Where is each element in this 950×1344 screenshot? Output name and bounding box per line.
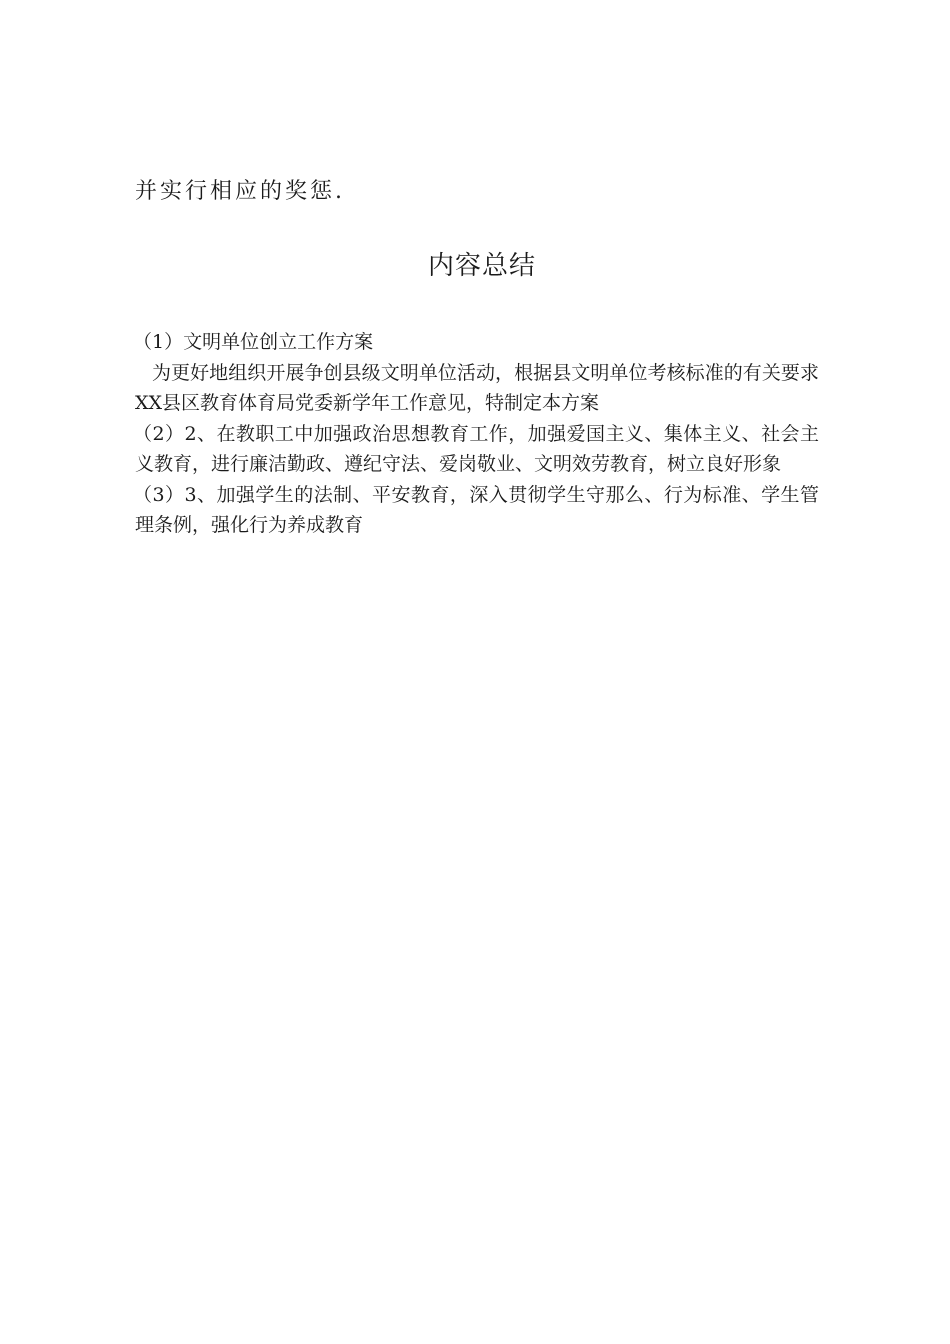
summary-title: 内容总结 <box>427 251 536 281</box>
summary-item-2 <box>135 419 819 480</box>
summary-item-3-label: （3） <box>133 483 185 506</box>
summary-item-1-label: （1） <box>133 331 184 353</box>
summary-item-1 <box>135 327 819 358</box>
summary-paragraph-intro-text: 为更好地组织开展争创县级文明单位活动，根据县文明单位考核标准的有关要求XX县区教育体育局党委新学年工作意见，特制定本方案 <box>135 361 819 414</box>
continuation-text: 并实行相应的奖惩. <box>135 179 345 204</box>
summary-body <box>135 327 819 541</box>
summary-item-3 <box>135 480 819 541</box>
summary-item-3-text: 3、加强学生的法制、平安教育，深入贯彻学生守那么、行为标准、学生管理条例，强化行为养成教育 <box>135 483 820 536</box>
summary-paragraph-intro <box>135 358 819 419</box>
summary-item-2-text: 2、在教职工中加强政治思想教育工作，加强爱国主义、集体主义、社会主义教育，进行廉洁勤政、遵纪守法、爱岗敬业、文明效劳教育，树立良好形象 <box>135 422 820 475</box>
summary-item-1-text: 文明单位创立工作方案 <box>183 331 374 353</box>
summary-item-2-label: （2） <box>133 422 185 445</box>
